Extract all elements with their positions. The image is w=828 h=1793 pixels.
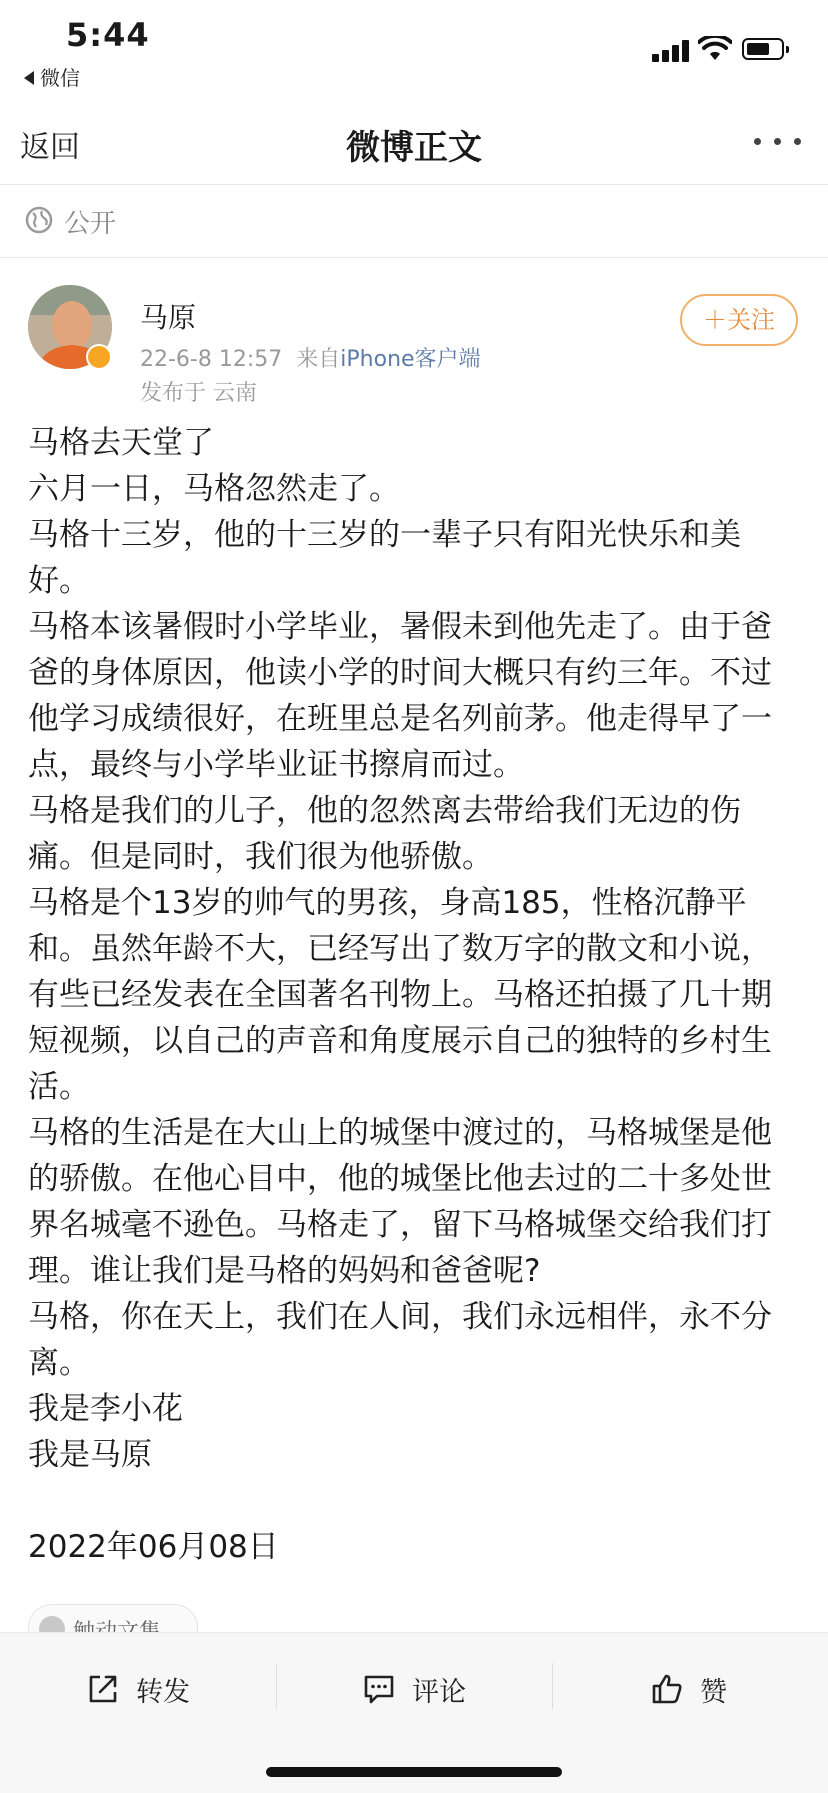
back-button[interactable]: 返回 [20, 130, 80, 165]
verified-badge-icon [86, 344, 112, 370]
comment-label: 评论 [412, 1676, 466, 1708]
page-title: 微博正文 [346, 128, 482, 168]
back-app-label: 微信 [40, 66, 80, 90]
nav-bar [0, 100, 828, 185]
post-content [28, 420, 798, 1570]
post-paragraph: 马格十三岁，他的十三岁的一辈子只有阳光快乐和美好。 [28, 517, 741, 599]
follow-button[interactable] [680, 294, 798, 346]
post-from-prefix: 来自 [296, 347, 341, 372]
like-button[interactable] [650, 1661, 727, 1717]
more-icon[interactable] [752, 136, 804, 148]
post-paragraph: 马格，你在天上，我们在人间，我们永远相伴，永不分离。 [28, 1299, 772, 1381]
post-paragraph: 马格去天堂了 [28, 425, 214, 461]
globe-icon [24, 205, 54, 235]
post-meta [140, 342, 481, 373]
cellular-signal-icon [652, 40, 690, 62]
back-triangle-icon [24, 71, 34, 85]
post-paragraph: 马格本该暑假时小学毕业，暑假未到他先走了。由于爸爸的身体原因，他读小学的时间大概只有约三年。不过他学习成绩很好，在班里总是名列前茅。他走得早了一点，最终与小学毕业证书擦肩而过。 [28, 609, 772, 783]
repost-icon [86, 1672, 120, 1706]
thumbs-up-icon [650, 1672, 684, 1706]
battery-icon [742, 38, 784, 60]
visibility-row [0, 185, 828, 258]
post-signature-date: 2022年06月08日 [28, 1529, 279, 1565]
post-paragraph: 六月一日，马格忽然走了。 [28, 471, 400, 507]
post-paragraph: 我是马原 [28, 1437, 152, 1473]
comment-button[interactable] [362, 1661, 466, 1717]
post-paragraph: 马格是我们的儿子，他的忽然离去带给我们无边的伤痛。但是同时，我们很为他骄傲。 [28, 793, 741, 875]
post-paragraph: 我是李小花 [28, 1391, 183, 1427]
toolbar-divider [276, 1663, 277, 1709]
back-to-app-link[interactable] [24, 62, 80, 91]
post-paragraph: 马格的生活是在大山上的城堡中渡过的，马格城堡是他的骄傲。在他心目中，他的城堡比他去过的二十多处世界名城毫不逊色。马格走了，留下马格城堡交给我们打理。谁让我们是马格的妈妈和爸爸呢? [28, 1115, 772, 1289]
wifi-icon [698, 36, 732, 62]
repost-button[interactable] [86, 1661, 190, 1717]
author-name[interactable]: 马原 [140, 301, 197, 334]
home-indicator[interactable] [266, 1767, 562, 1777]
like-label: 赞 [700, 1676, 727, 1708]
bottom-toolbar [0, 1632, 828, 1793]
repost-label: 转发 [136, 1676, 190, 1708]
status-time: 5:44 [66, 16, 150, 54]
post-source-link[interactable]: iPhone客户端 [340, 347, 481, 372]
visibility-label: 公开 [64, 209, 117, 239]
plus-icon: ＋ [703, 306, 727, 334]
post-paragraph: 马格是个13岁的帅气的男孩，身高185，性格沉静平和。虽然年龄不大，已经写出了数万字的散文和小说，有些已经发表在全国著名刊物上。马格还拍摄了几十期短视频，以自己的声音和角度展示自己的独特的乡村生活。 [28, 885, 772, 1105]
toolbar-divider [552, 1663, 553, 1709]
post-date: 22-6-8 12:57 [140, 347, 283, 372]
post-location: 发布于 云南 [140, 381, 257, 406]
comment-icon [362, 1672, 396, 1706]
status-bar [0, 0, 828, 100]
follow-label: 关注 [727, 306, 775, 334]
